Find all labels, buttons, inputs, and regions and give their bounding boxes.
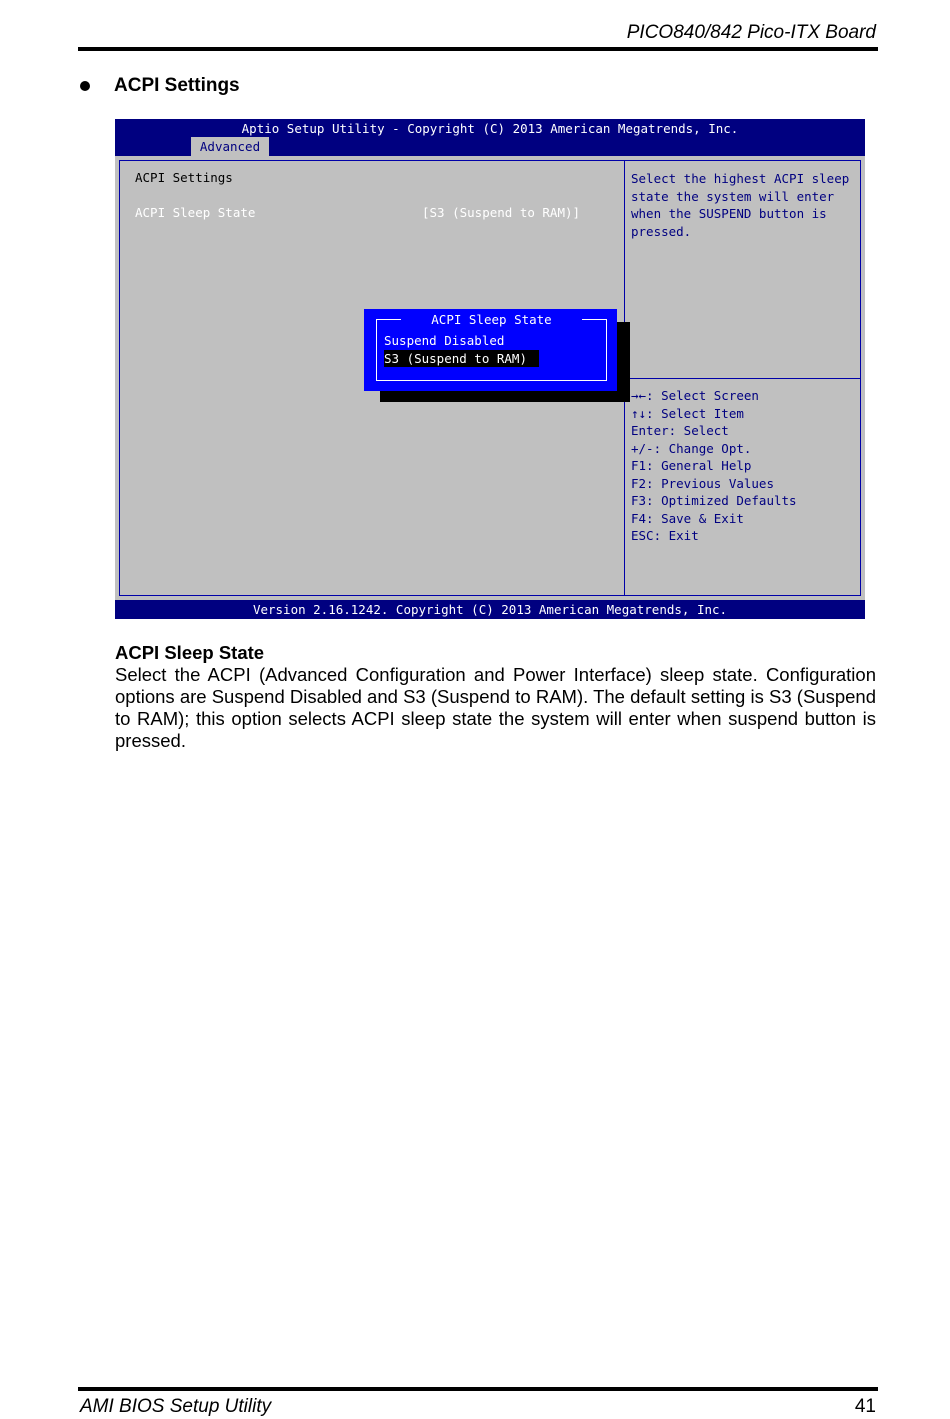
help-text: Select the highest ACPI sleep state the system will enter when the SUSPEND button is pressed.	[631, 171, 850, 239]
section-heading-text: ACPI Settings	[114, 75, 240, 96]
bios-title-bar	[115, 119, 865, 156]
option-s3-suspend-to-ram[interactable]: S3 (Suspend to RAM)	[384, 350, 539, 367]
key-enter-select: Enter: Select	[631, 423, 729, 438]
help-divider	[625, 378, 860, 379]
key-select-screen: →←: Select Screen	[631, 388, 759, 403]
option-suspend-disabled[interactable]: Suspend Disabled	[384, 333, 505, 348]
tab-advanced[interactable]: Advanced	[191, 137, 269, 156]
header-rule	[78, 47, 878, 51]
key-legend	[631, 387, 859, 545]
acpi-sleep-state-label[interactable]: ACPI Sleep State	[135, 205, 256, 220]
acpi-sleep-state-popup	[364, 309, 617, 391]
page-footer	[78, 1387, 878, 1417]
description-heading: ACPI Sleep State	[115, 642, 265, 663]
bullet-icon	[80, 81, 90, 91]
key-esc-exit: ESC: Exit	[631, 528, 699, 543]
key-change-opt: +/-: Change Opt.	[631, 440, 752, 456]
bios-version-bar: Version 2.16.1242. Copyright (C) 2013 American Megatrends, Inc.	[115, 600, 865, 619]
bios-screenshot	[115, 119, 865, 619]
footer-rule	[78, 1387, 878, 1391]
key-select-item: ↑↓: Select Item	[631, 405, 744, 421]
key-optimized-defaults: F3: Optimized Defaults	[631, 493, 797, 508]
section-heading	[80, 75, 240, 97]
popup-title: ACPI Sleep State	[401, 312, 581, 327]
key-save-exit: F4: Save & Exit	[631, 510, 744, 526]
description-text: Select the ACPI (Advanced Configuration and Power Interface) sleep state. Configuration options are Suspend Disabled and S3 (Suspend to RAM). The default setting is S3 (Suspend to RAM); this option selects ACPI sleep state the system will enter when suspend button is pressed.	[115, 664, 876, 751]
bios-section-title: ACPI Settings	[135, 170, 233, 185]
page-header	[78, 22, 878, 52]
bios-title: Aptio Setup Utility - Copyright (C) 2013 American Megatrends, Inc.	[241, 121, 739, 136]
page-number: 41	[854, 1396, 876, 1417]
acpi-sleep-state-value[interactable]: [S3 (Suspend to RAM)]	[422, 205, 581, 220]
footer-title: AMI BIOS Setup Utility	[80, 1396, 272, 1417]
document-title: PICO840/842 Pico-ITX Board	[626, 22, 876, 43]
key-general-help: F1: General Help	[631, 458, 752, 473]
key-previous-values: F2: Previous Values	[631, 475, 774, 491]
popup-title-container	[376, 312, 607, 327]
